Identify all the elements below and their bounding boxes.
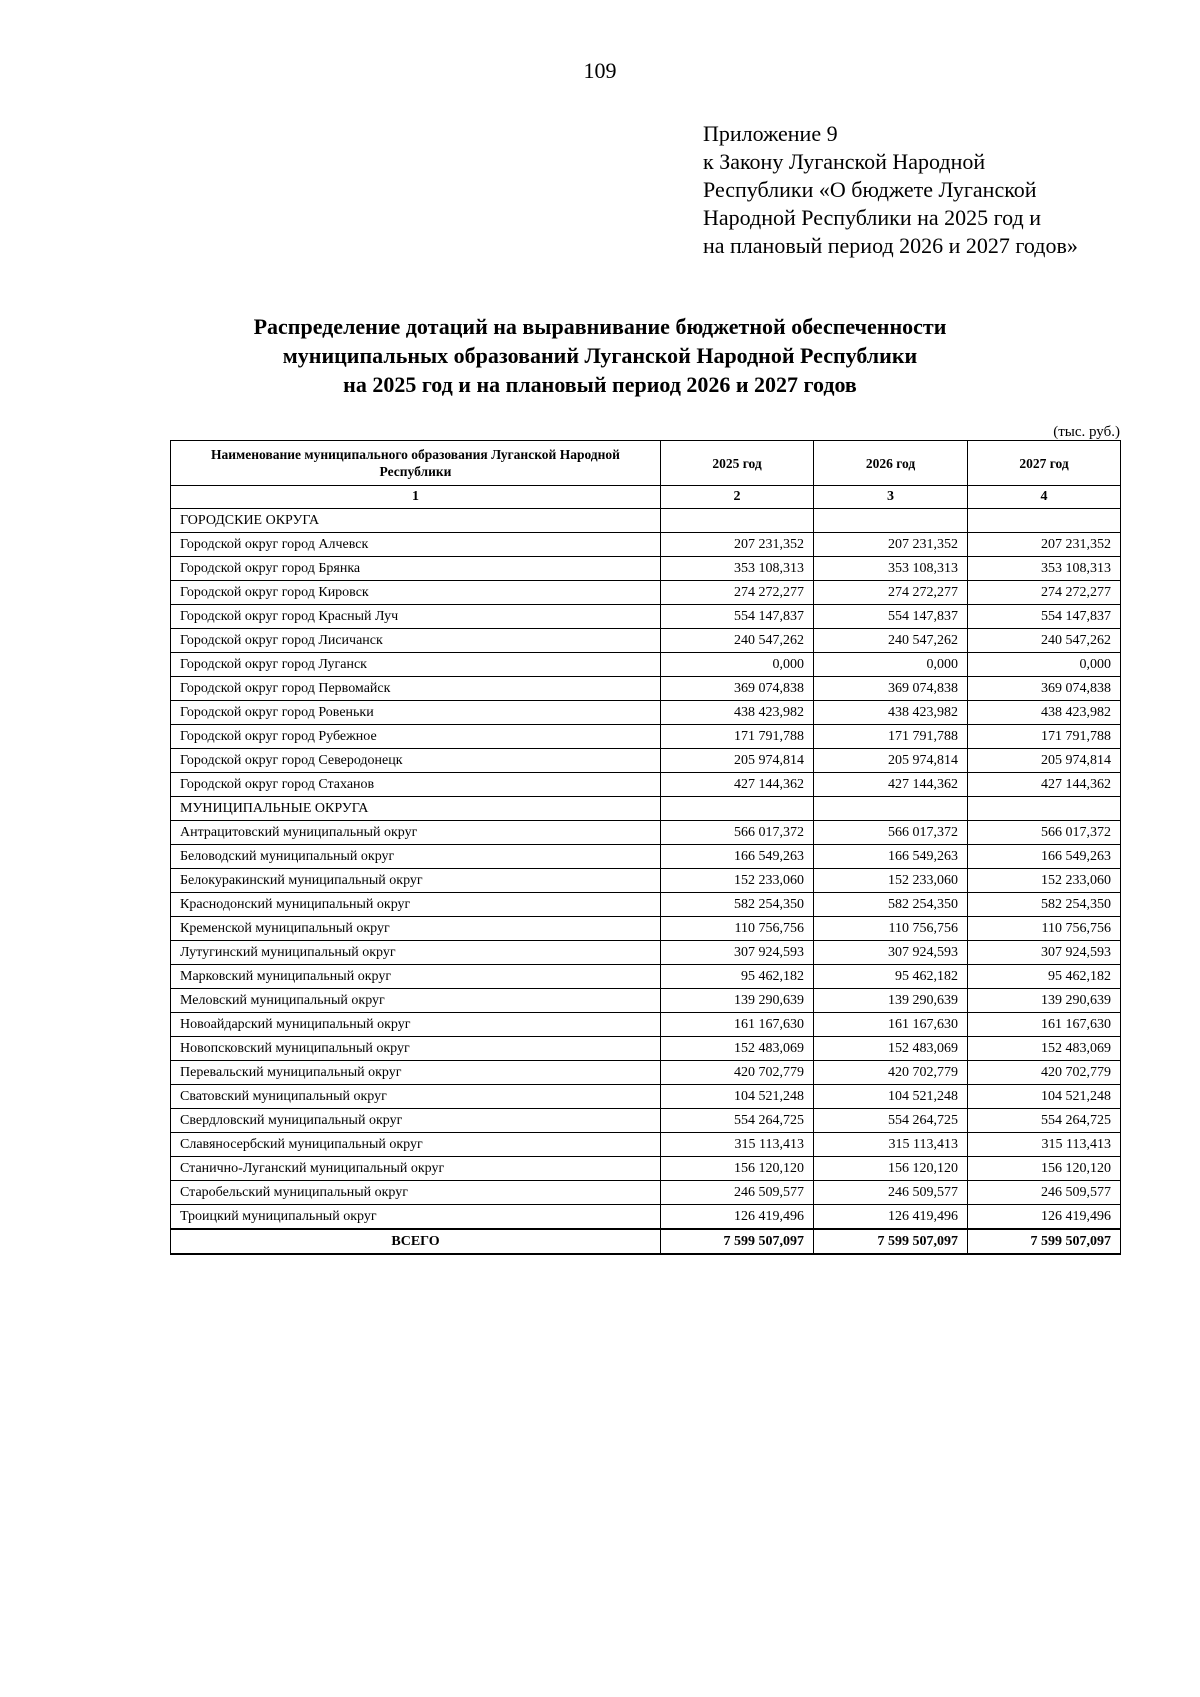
amount-2027: 171 791,788 (968, 725, 1121, 749)
municipality-name: Городской округ город Первомайск (171, 677, 661, 701)
municipality-name: Меловский муниципальный округ (171, 989, 661, 1013)
municipality-name: Городской округ город Северодонецк (171, 749, 661, 773)
table-row (171, 725, 1121, 749)
municipality-name: Лутугинский муниципальный округ (171, 941, 661, 965)
table-body (171, 509, 1121, 1255)
amount-2027: 315 113,413 (968, 1133, 1121, 1157)
appendix-line: к Закону Луганской Народной (703, 149, 986, 174)
amount-2026: 207 231,352 (814, 533, 968, 557)
amount-2027: 207 231,352 (968, 533, 1121, 557)
subsidy-table (170, 440, 1121, 1255)
amount-2025: 554 147,837 (661, 605, 814, 629)
municipality-name: Свердловский муниципальный округ (171, 1109, 661, 1133)
table-row (171, 749, 1121, 773)
amount-2025: 438 423,982 (661, 701, 814, 725)
table-row (171, 1205, 1121, 1230)
table-header-row (171, 441, 1121, 486)
amount-2025 (661, 509, 814, 533)
amount-2025: 369 074,838 (661, 677, 814, 701)
table-row (171, 989, 1121, 1013)
table-row (171, 605, 1121, 629)
appendix-line: Народной Республики на 2025 год и (703, 205, 1041, 230)
amount-2026: 307 924,593 (814, 941, 968, 965)
document-title (0, 312, 1200, 399)
amount-2027: 554 264,725 (968, 1109, 1121, 1133)
amount-2027: 582 254,350 (968, 893, 1121, 917)
table-row (171, 557, 1121, 581)
amount-2027: 438 423,982 (968, 701, 1121, 725)
municipality-name: Городской округ город Ровеньки (171, 701, 661, 725)
amount-2027 (968, 509, 1121, 533)
table-row (171, 773, 1121, 797)
table-row (171, 677, 1121, 701)
municipality-name: Новоайдарский муниципальный округ (171, 1013, 661, 1037)
amount-2025: 315 113,413 (661, 1133, 814, 1157)
amount-2025: 582 254,350 (661, 893, 814, 917)
amount-2025: 156 120,120 (661, 1157, 814, 1181)
table-row (171, 1013, 1121, 1037)
municipality-name: Станично-Луганский муниципальный округ (171, 1157, 661, 1181)
amount-2027: 152 233,060 (968, 869, 1121, 893)
amount-2026: 420 702,779 (814, 1061, 968, 1085)
amount-2025: 566 017,372 (661, 821, 814, 845)
title-line: муниципальных образований Луганской Народной Республики (282, 343, 918, 368)
amount-2027: 554 147,837 (968, 605, 1121, 629)
amount-2025 (661, 797, 814, 821)
amount-2027: 0,000 (968, 653, 1121, 677)
total-row (171, 1229, 1121, 1254)
amount-2026: 95 462,182 (814, 965, 968, 989)
table-row (171, 1181, 1121, 1205)
municipality-name: Городской округ город Алчевск (171, 533, 661, 557)
municipality-name: Кременской муниципальный округ (171, 917, 661, 941)
amount-2025: 166 549,263 (661, 845, 814, 869)
amount-2025: 171 791,788 (661, 725, 814, 749)
section-title: МУНИЦИПАЛЬНЫЕ ОКРУГА (171, 797, 661, 821)
appendix-note (703, 120, 1078, 260)
amount-2025: 95 462,182 (661, 965, 814, 989)
amount-2027: 152 483,069 (968, 1037, 1121, 1061)
amount-2025: 152 233,060 (661, 869, 814, 893)
column-number: 3 (814, 486, 968, 509)
municipality-name: Городской округ город Красный Луч (171, 605, 661, 629)
amount-2027: 420 702,779 (968, 1061, 1121, 1085)
total-label: ВСЕГО (171, 1229, 661, 1254)
amount-2026: 246 509,577 (814, 1181, 968, 1205)
appendix-line: на плановый период 2026 и 2027 годов» (703, 233, 1078, 258)
table-row (171, 917, 1121, 941)
amount-2026: 171 791,788 (814, 725, 968, 749)
amount-2027: 566 017,372 (968, 821, 1121, 845)
column-number: 1 (171, 486, 661, 509)
header-municipality: Наименование муниципального образования Луганской Народной Республики (171, 441, 661, 486)
table-row (171, 1037, 1121, 1061)
total-amount-2026: 7 599 507,097 (814, 1229, 968, 1254)
amount-2026: 161 167,630 (814, 1013, 968, 1037)
section-row (171, 509, 1121, 533)
amount-2026 (814, 509, 968, 533)
municipality-name: Городской округ город Лисичанск (171, 629, 661, 653)
municipality-name: Перевальский муниципальный округ (171, 1061, 661, 1085)
amount-2025: 0,000 (661, 653, 814, 677)
amount-2026: 152 233,060 (814, 869, 968, 893)
amount-2026: 166 549,263 (814, 845, 968, 869)
header-2026: 2026 год (814, 441, 968, 486)
table-row (171, 821, 1121, 845)
amount-2027: 139 290,639 (968, 989, 1121, 1013)
table-row (171, 581, 1121, 605)
amount-2027: 95 462,182 (968, 965, 1121, 989)
amount-2026: 0,000 (814, 653, 968, 677)
amount-2027: 166 549,263 (968, 845, 1121, 869)
table-row (171, 869, 1121, 893)
amount-2026: 126 419,496 (814, 1205, 968, 1230)
amount-2026: 110 756,756 (814, 917, 968, 941)
amount-2025: 420 702,779 (661, 1061, 814, 1085)
total-amount-2025: 7 599 507,097 (661, 1229, 814, 1254)
amount-2025: 427 144,362 (661, 773, 814, 797)
amount-2026: 369 074,838 (814, 677, 968, 701)
table-row (171, 1157, 1121, 1181)
amount-2025: 110 756,756 (661, 917, 814, 941)
amount-2025: 274 272,277 (661, 581, 814, 605)
table-row (171, 1085, 1121, 1109)
table-row (171, 941, 1121, 965)
municipality-name: Старобельский муниципальный округ (171, 1181, 661, 1205)
table-row (171, 701, 1121, 725)
table-row (171, 893, 1121, 917)
municipality-name: Сватовский муниципальный округ (171, 1085, 661, 1109)
amount-2026 (814, 797, 968, 821)
municipality-name: Антрацитовский муниципальный округ (171, 821, 661, 845)
amount-2027: 246 509,577 (968, 1181, 1121, 1205)
title-line: Распределение дотаций на выравнивание бюджетной обеспеченности (253, 314, 947, 339)
appendix-line: Приложение 9 (703, 121, 838, 146)
section-row (171, 797, 1121, 821)
header-2027: 2027 год (968, 441, 1121, 486)
amount-2026: 139 290,639 (814, 989, 968, 1013)
amount-2026: 152 483,069 (814, 1037, 968, 1061)
amount-2027: 353 108,313 (968, 557, 1121, 581)
column-number-row (171, 486, 1121, 509)
section-title: ГОРОДСКИЕ ОКРУГА (171, 509, 661, 533)
amount-2026: 554 147,837 (814, 605, 968, 629)
amount-2025: 126 419,496 (661, 1205, 814, 1230)
table-row (171, 1061, 1121, 1085)
amount-2025: 307 924,593 (661, 941, 814, 965)
amount-2026: 104 521,248 (814, 1085, 968, 1109)
municipality-name: Городской округ город Брянка (171, 557, 661, 581)
amount-2025: 246 509,577 (661, 1181, 814, 1205)
amount-2027 (968, 797, 1121, 821)
amount-2026: 438 423,982 (814, 701, 968, 725)
amount-2027: 369 074,838 (968, 677, 1121, 701)
municipality-name: Краснодонский муниципальный округ (171, 893, 661, 917)
amount-2027: 110 756,756 (968, 917, 1121, 941)
appendix-line: Республики «О бюджете Луганской (703, 177, 1037, 202)
amount-2027: 274 272,277 (968, 581, 1121, 605)
table-row (171, 1109, 1121, 1133)
amount-2026: 554 264,725 (814, 1109, 968, 1133)
amount-2025: 152 483,069 (661, 1037, 814, 1061)
amount-2025: 207 231,352 (661, 533, 814, 557)
amount-2027: 161 167,630 (968, 1013, 1121, 1037)
column-number: 4 (968, 486, 1121, 509)
total-amount-2027: 7 599 507,097 (968, 1229, 1121, 1254)
municipality-name: Беловодский муниципальный округ (171, 845, 661, 869)
amount-2025: 205 974,814 (661, 749, 814, 773)
amount-2025: 554 264,725 (661, 1109, 814, 1133)
table-row (171, 965, 1121, 989)
amount-2025: 353 108,313 (661, 557, 814, 581)
table-row (171, 629, 1121, 653)
municipality-name: Троицкий муниципальный округ (171, 1205, 661, 1230)
table-row (171, 845, 1121, 869)
amount-2026: 274 272,277 (814, 581, 968, 605)
amount-2027: 307 924,593 (968, 941, 1121, 965)
amount-2027: 427 144,362 (968, 773, 1121, 797)
amount-2026: 156 120,120 (814, 1157, 968, 1181)
header-2025: 2025 год (661, 441, 814, 486)
amount-2025: 161 167,630 (661, 1013, 814, 1037)
column-number: 2 (661, 486, 814, 509)
amount-2025: 139 290,639 (661, 989, 814, 1013)
amount-2026: 315 113,413 (814, 1133, 968, 1157)
amount-2025: 240 547,262 (661, 629, 814, 653)
table-row (171, 653, 1121, 677)
municipality-name: Марковский муниципальный округ (171, 965, 661, 989)
amount-2026: 566 017,372 (814, 821, 968, 845)
municipality-name: Новопсковский муниципальный округ (171, 1037, 661, 1061)
amount-2026: 353 108,313 (814, 557, 968, 581)
municipality-name: Городской округ город Кировск (171, 581, 661, 605)
amount-2027: 156 120,120 (968, 1157, 1121, 1181)
amount-2026: 582 254,350 (814, 893, 968, 917)
amount-2026: 205 974,814 (814, 749, 968, 773)
amount-2026: 240 547,262 (814, 629, 968, 653)
page-number: 109 (583, 58, 617, 83)
amount-2025: 104 521,248 (661, 1085, 814, 1109)
unit-note: (тыс. руб.) (1053, 424, 1120, 440)
amount-2027: 126 419,496 (968, 1205, 1121, 1230)
table-row (171, 533, 1121, 557)
municipality-name: Городской округ город Стаханов (171, 773, 661, 797)
amount-2027: 240 547,262 (968, 629, 1121, 653)
table-row (171, 1133, 1121, 1157)
amount-2027: 104 521,248 (968, 1085, 1121, 1109)
municipality-name: Белокуракинский муниципальный округ (171, 869, 661, 893)
municipality-name: Городской округ город Луганск (171, 653, 661, 677)
municipality-name: Славяносербский муниципальный округ (171, 1133, 661, 1157)
municipality-name: Городской округ город Рубежное (171, 725, 661, 749)
amount-2027: 205 974,814 (968, 749, 1121, 773)
title-line: на 2025 год и на плановый период 2026 и 2027 годов (343, 372, 857, 397)
amount-2026: 427 144,362 (814, 773, 968, 797)
